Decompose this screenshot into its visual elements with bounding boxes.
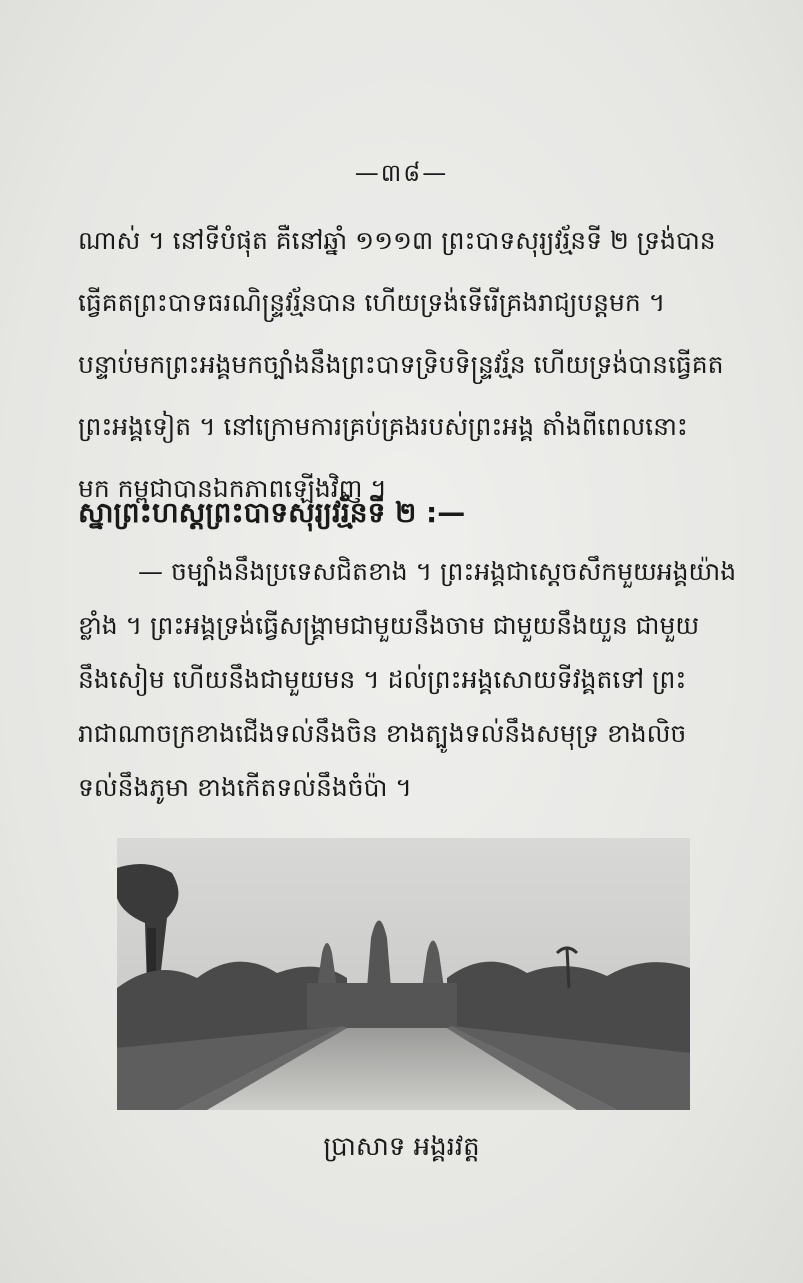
- angkor-wat-photo: [117, 838, 690, 1110]
- paragraph-1-line-3: បន្ទាប់មកព្រះអង្គមកច្បាំងនឹងព្រះបាទទ្រិបទិន្ទ្រវរ្ម័ន ហើយទ្រង់បានធ្វើគត: [78, 350, 724, 379]
- paragraph-1-line-5: មក កម្ពុជាបានឯកភាពឡើងវិញ ។: [78, 474, 387, 503]
- paragraph-2: [78, 545, 768, 815]
- paragraph-2-line-1: — ចម្បាំងនឹងប្រទេសជិតខាង ។ ព្រះអង្គជាស្ដេចសឹកមួយអង្គយ៉ាង: [138, 557, 737, 586]
- paragraph-2-line-4: រាជាណាចក្រខាងជើងទល់នឹងចិន ខាងត្បូងទល់នឹងសមុទ្រ ខាងលិច: [78, 719, 687, 748]
- page-number: —៣៨—: [354, 159, 449, 187]
- paragraph-1: [78, 210, 768, 520]
- photo-caption: ប្រាសាទ អង្គរវត្ត: [323, 1132, 480, 1162]
- paragraph-2-line-3: នឹងសៀម ហើយនឹងជាមួយមន ។ ដល់ព្រះអង្គសោយទីវង្គតទៅ ព្រះ: [78, 665, 687, 694]
- section-heading: ស្នាព្រះហស្តព្រះបាទសុរ្យវរ្ម័នទី ២ :—: [78, 496, 466, 529]
- paragraph-1-line-4: ព្រះអង្គទៀត ។ នៅក្រោមការគ្រប់គ្រងរបស់ព្រះអង្គ តាំងពីពេលនោះ: [78, 412, 688, 441]
- paragraph-2-line-5: ទល់នឹងភូមា ខាងកើតទល់នឹងចំប៉ា ។: [78, 773, 412, 802]
- paragraph-1-line-2: ធ្វើគតព្រះបាទធរណិន្ទ្រវរ្ម័នបាន ហើយទ្រង់ទើរើគ្រងរាជ្យបន្តមក ។: [78, 288, 666, 317]
- paragraph-1-line-1: ណាស់ ។ នៅទីបំផុត គឺនៅឆ្នាំ ១១១៣ ព្រះបាទសុរ្យវរ្ម័នទី ២ ទ្រង់បាន: [78, 226, 716, 255]
- paragraph-2-line-2: ខ្លាំង ។ ព្រះអង្គទ្រង់ធ្វើសង្គ្រាមជាមួយនឹងចាម ជាមួយនឹងយួន ជាមួយ: [78, 611, 700, 640]
